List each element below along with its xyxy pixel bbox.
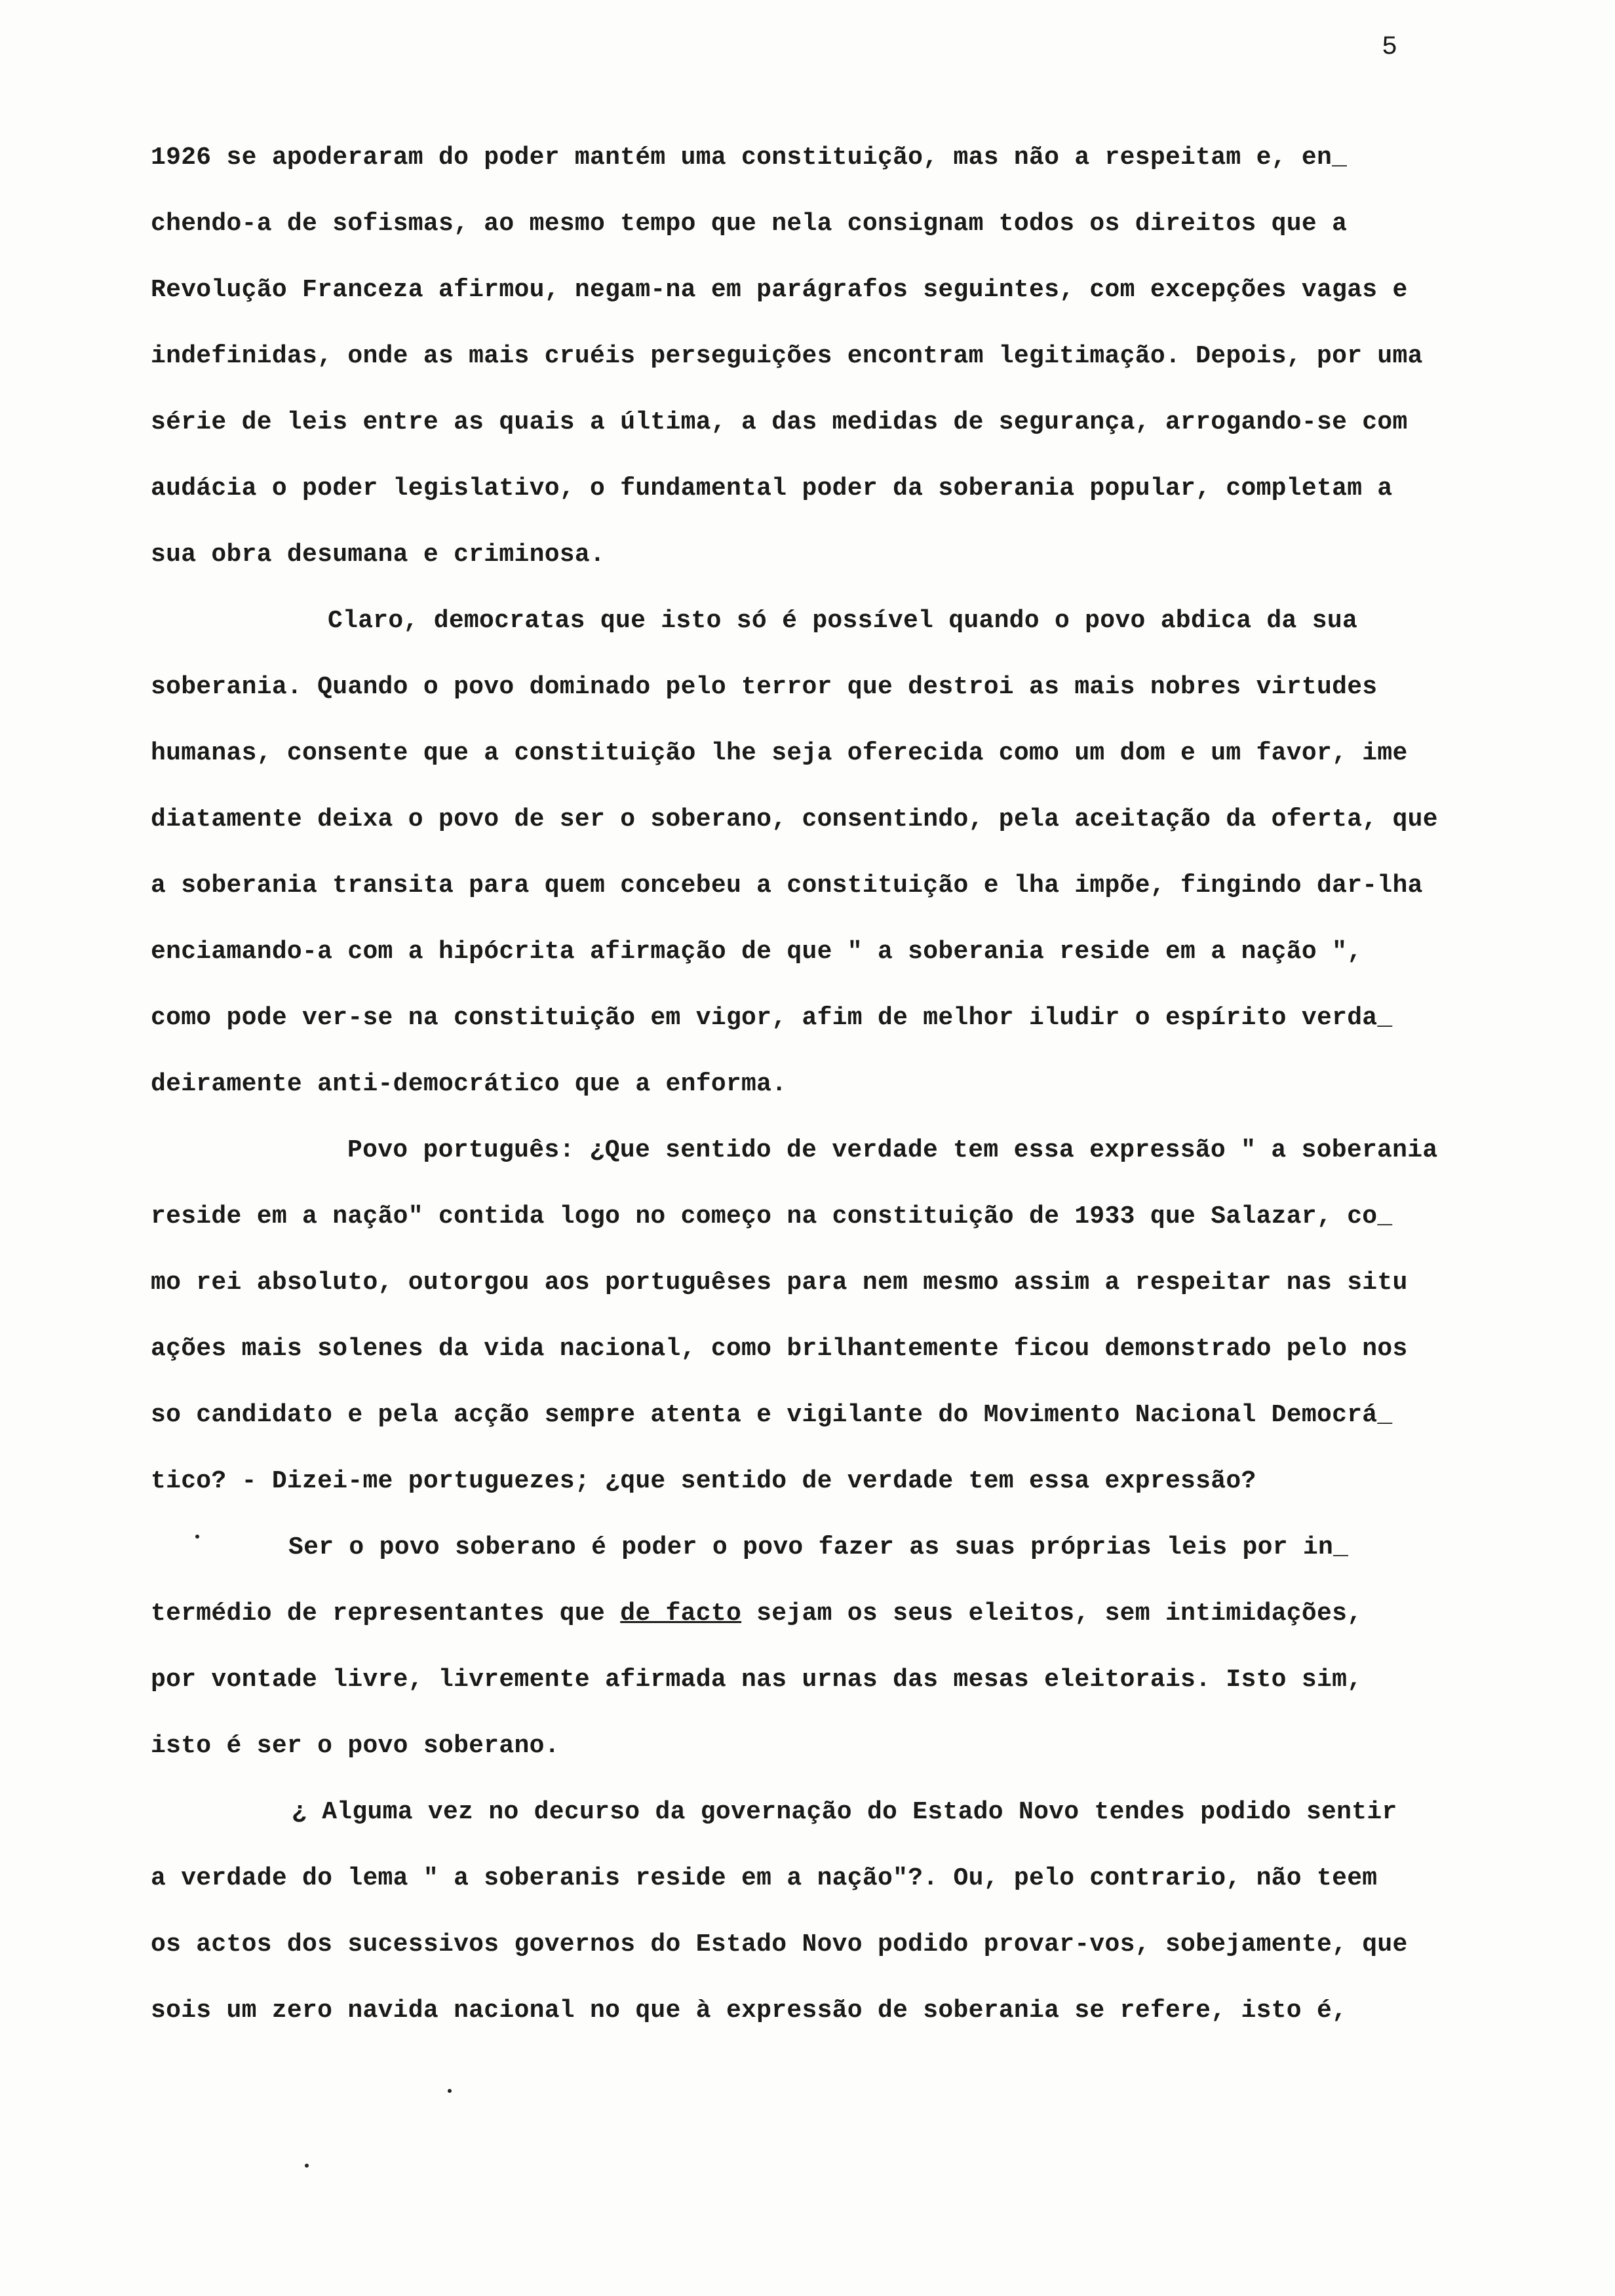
text-segment: termédio de representantes que — [151, 1599, 606, 1628]
text-line: como pode ver-se na constituição em vigor, afim de melhor iludir o espírito verda_ — [151, 1004, 1393, 1032]
ink-speck — [448, 2089, 452, 2093]
ink-speck — [305, 2164, 309, 2168]
underlined-phrase: de facto — [620, 1599, 742, 1628]
text-line: mo rei absoluto, outorgou aos portuguêses para nem mesmo assim a respeitar nas situ — [151, 1269, 1408, 1297]
text-line: 1926 se apoderaram do poder mantém uma constituição, mas não a respeitam e, en_ — [151, 144, 1348, 172]
text-line: por vontade livre, livremente afirmada nas urnas das mesas eleitorais. Isto sim, — [151, 1666, 1363, 1694]
text-line: soberania. Quando o povo dominado pelo terror que destroi as mais nobres virtudes — [151, 673, 1378, 701]
ink-speck — [195, 1535, 199, 1539]
text-line: enciamando-a com a hipócrita afirmação de que " a soberania reside em a nação ", — [151, 938, 1363, 966]
paragraph-start-line: ¿ Alguma vez no decurso da governação do Estado Novo tendes podido sentir — [292, 1798, 1397, 1826]
text-line-with-underline — [151, 1580, 1514, 1647]
text-line: isto é ser o povo soberano. — [151, 1732, 560, 1760]
text-line: sois um zero navida nacional no que à expressão de soberania se refere, isto é, — [151, 1997, 1348, 2025]
text-line: deiramente anti-democrático que a enforma. — [151, 1070, 787, 1098]
text-line: so candidato e pela acção sempre atenta e vigilante do Movimento Nacional Democrá_ — [151, 1401, 1393, 1429]
text-line: tico? - Dizei-me portuguezes; ¿que sentido de verdade tem essa expressão? — [151, 1467, 1256, 1495]
text-line: ações mais solenes da vida nacional, como brilhantemente ficou demonstrado pelo nos — [151, 1335, 1408, 1363]
text-line: a verdade do lema " a soberanis reside em a nação"?. Ou, pelo contrario, não teem — [151, 1864, 1378, 1892]
text-line: humanas, consente que a constituição lhe seja oferecida como um dom e um favor, ime — [151, 739, 1408, 767]
text-line: sua obra desumana e criminosa. — [151, 541, 606, 569]
paragraph-start-line: Ser o povo soberano é poder o povo fazer as suas próprias leis por in_ — [288, 1533, 1349, 1561]
text-line: reside em a nação" contida logo no começo na constituição de 1933 que Salazar, co_ — [151, 1202, 1393, 1231]
paragraph-start-line: Claro, democratas que isto só é possível quando o povo abdica da sua — [328, 607, 1358, 635]
paragraph-start-line: Povo português: ¿Que sentido de verdade tem essa expressão " a soberania — [347, 1136, 1438, 1164]
text-line: diatamente deixa o povo de ser o soberano, consentindo, pela aceitação da oferta, que — [151, 805, 1438, 833]
text-line: os actos dos sucessivos governos do Estado Novo podido provar-vos, sobejamente, que — [151, 1930, 1408, 1959]
text-line: indefinidas, onde as mais cruéis perseguições encontram legitimação. Depois, por uma — [151, 342, 1423, 370]
text-line: Revolução Franceza afirmou, negam-na em parágrafos seguintes, com excepções vagas e — [151, 276, 1408, 304]
text-line: audácia o poder legislativo, o fundamental poder da soberania popular, completam a — [151, 474, 1393, 503]
text-line: série de leis entre as quais a última, a das medidas de segurança, arrogando-se com — [151, 408, 1408, 436]
text-line: a soberania transita para quem concebeu a constituição e lha impõe, fingindo dar-lha — [151, 871, 1423, 900]
text-line: chendo-a de sofismas, ao mesmo tempo que nela consignam todos os direitos que a — [151, 210, 1348, 238]
typed-text-body — [151, 124, 1514, 2044]
page-number: 5 — [1382, 33, 1398, 62]
text-segment: sejam os seus eleitos, sem intimidações, — [741, 1599, 1363, 1628]
